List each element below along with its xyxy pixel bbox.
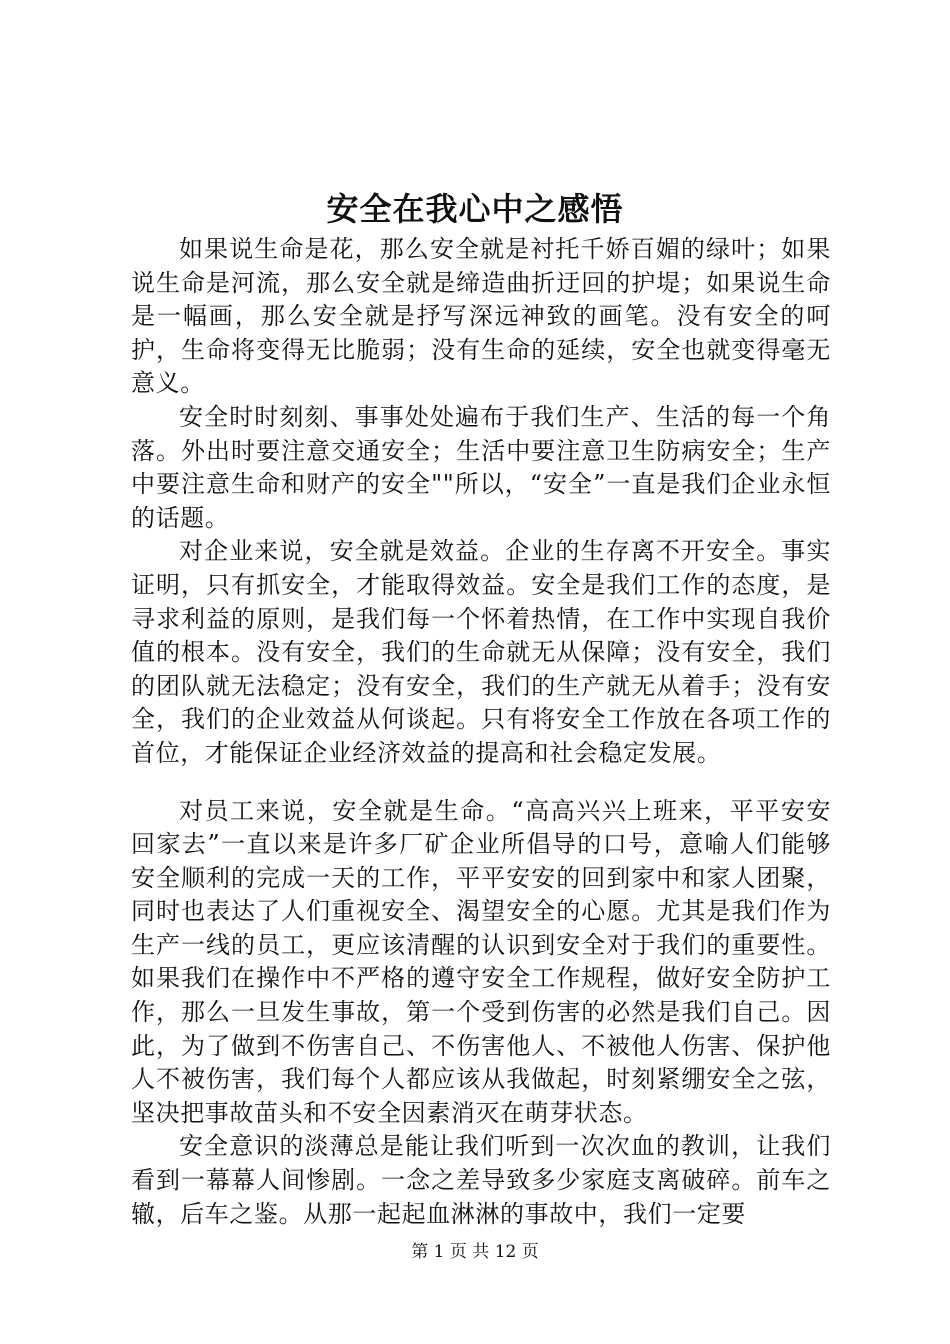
page-number-footer: 第 1 页 共 12 页 [411, 1242, 539, 1262]
paragraph-intro: 如果说生命是花，那么安全就是衬托千娇百媚的绿叶；如果说生命是河流，那么安全就是缔造曲折迂回的护堤；如果说生命是一幅画，那么安全就是抒写深远神致的画笔。没有安全的呵护，生命将变得无比脆弱；没有生命的延续，安全也就变得毫无意义。 [131, 235, 831, 398]
paragraph-enterprise: 对企业来说，安全就是效益。企业的生存离不开安全。事实证明，只有抓安全，才能取得效益。安全是我们工作的态度，是寻求利益的原则，是我们每一个怀着热情，在工作中实现自我价值的根本。没有安全，我们的生命就无从保障；没有安全，我们的团队就无法稳定；没有安全，我们的生产就无从着手；没有安全，我们的企业效益从何谈起。只有将安全工作放在各项工作的首位，才能保证企业经济效益的提高和社会稳定发展。 [131, 537, 831, 767]
paragraph-everywhere: 安全时时刻刻、事事处处遍布于我们生产、生活的每一个角落。外出时要注意交通安全；生活中要注意卫生防病安全；生产中要注意生命和财产的安全""所以，“安全”一直是我们企业永恒的话题。 [131, 402, 831, 532]
paragraph-awareness: 安全意识的淡薄总是能让我们听到一次次血的教训，让我们看到一幕幕人间惨剧。一念之差导致多少家庭支离破碎。前车之辙，后车之鉴。从那一起起血淋淋的事故中，我们一定要 [131, 1132, 831, 1228]
document-body [131, 233, 831, 1231]
paragraph-employee: 对员工来说，安全就是生命。“高高兴兴上班来，平平安安回家去”一直以来是许多厂矿企业所倡导的口号，意喻人们能够安全顺利的完成一天的工作，平平安安的回到家中和家人团聚，同时也表达了人们重视安全、渴望安全的心愿。尤其是我们作为生产一线的员工，更应该清醒的认识到安全对于我们的重要性。如果我们在操作中不严格的遵守安全工作规程，做好安全防护工作，那么一旦发生事故，第一个受到伤害的必然是我们自己。因此，为了做到不伤害自己、不伤害他人、不被他人伤害、保护他人不被伤害，我们每个人都应该从我做起，时刻紧绷安全之弦，坚决把事故苗头和不安全因素消灭在萌芽状态。 [131, 796, 831, 1127]
document-title: 安全在我心中之感悟 [326, 190, 624, 228]
